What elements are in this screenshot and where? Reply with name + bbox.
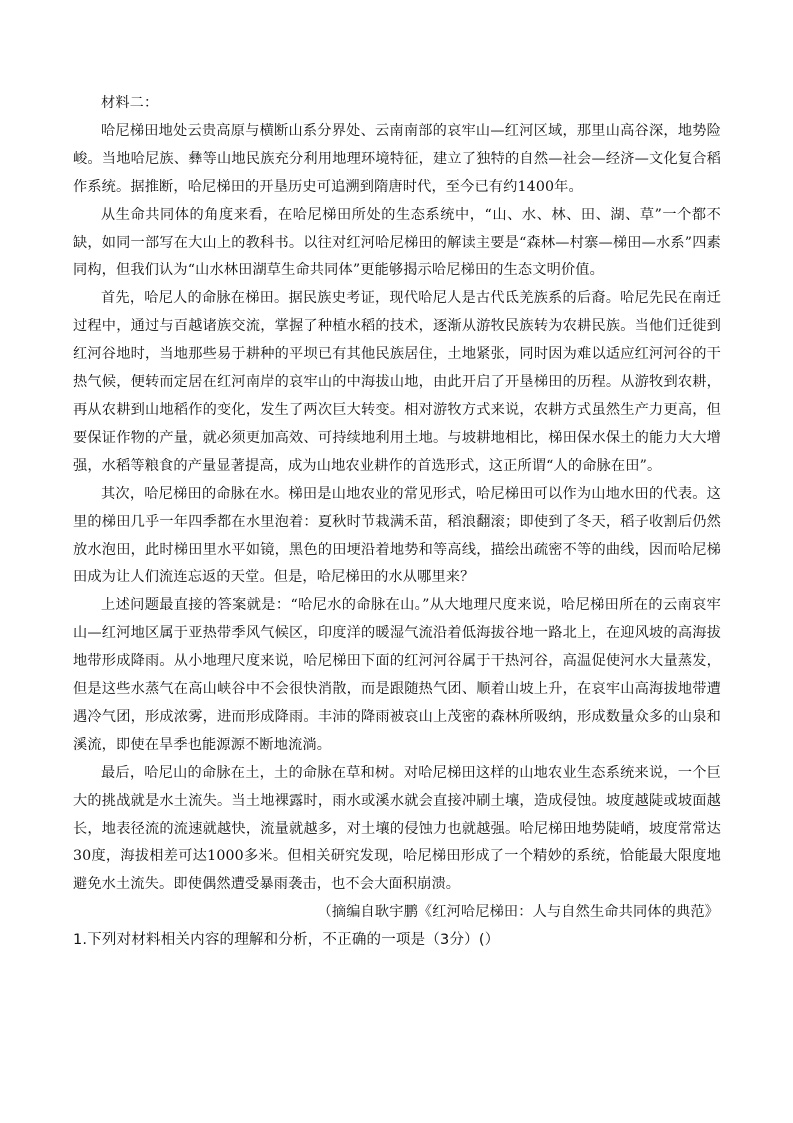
paragraph-4: 其次，哈尼梯田的命脉在水。梯田是山地农业的常见形式，哈尼梯田可以作为山地水田的代表。这里的梯田几乎一年四季都在水里泡着：夏秋时节栽满禾苗，稻浪翻滚；即使到了冬天，稻子收割后仍然放水泡田，此时梯田里水平如镜，黑色的田埂沿着地势和等高线，描绘出疏密不等的曲线，因而哈尼梯田成为让人们流连忘返的天堂。但是，哈尼梯田的水从哪里来？ [73,485,721,586]
source-citation: （摘编自耿宇鹏《红河哈尼梯田：人与自然生命共同体的典范》 [317,904,719,921]
paragraph-3: 首先，哈尼人的命脉在梯田。据民族史考证，现代哈尼人是古代氐羌族系的后裔。哈尼先民在南迁过程中，通过与百越诸族交流，掌握了种植水稻的技术，逐渐从游牧民族转为农耕民族。当他们迁徙到红河谷地时，当地那些易于耕种的平坝已有其他民族居住，土地紧张，同时因为难以适应红河河谷的干热气候，便转而定居在红河南岸的哀牢山的中海拔山地，由此开启了开垦梯田的历程。从游牧到农耕，再从农耕到山地稻作的变化，发生了两次巨大转变。相对游牧方式来说，农耕方式虽然生产力更高，但要保证作物的产量，就必须更加高效、可持续地利用土地。与坡耕地相比，梯田保水保土的能力大大增强，水稻等粮食的产量显著提高，成为山地农业耕作的首选形式，这正所谓“人的命脉在田”。 [73,290,721,474]
article-body [73,90,721,955]
paragraph-2: 从生命共同体的角度来看，在哈尼梯田所处的生态系统中，“山、水、林、田、湖、草”一个都不缺，如同一部写在大山上的教科书。以往对红河哈尼梯田的解读主要是“森林—村寨—梯田—水系”四素同构，但我们认为“山水林田湖草生命共同体”更能够揭示哈尼梯田的生态文明价值。 [73,206,721,279]
section-heading: 材料二： [101,95,159,111]
paragraph-1: 哈尼梯田地处云贵高原与横断山系分界处、云南南部的哀牢山—红河区域，那里山高谷深，地势险峻。当地哈尼族、彝等山地民族充分利用地理环境特征，建立了独特的自然—社会—经济—文化复合稻作系统。据推断，哈尼梯田的开垦历史可追溯到隋唐时代，至今已有约1400年。 [73,122,721,195]
paragraph-6: 最后，哈尼山的命脉在土，土的命脉在草和树。对哈尼梯田这样的山地农业生态系统来说，一个巨大的挑战就是水土流失。当土地裸露时，雨水或溪水就会直接冲刷土壤，造成侵蚀。坡度越陡或坡面越长，地表径流的流速就越快，流量就越多，对土壤的侵蚀力也就越强。哈尼梯田地势陡峭，坡度常常达30度，海拔相差可达1000多米。但相关研究发现，哈尼梯田形成了一个精妙的系统，恰能最大限度地避免水土流失。即使偶然遭受暴雨袭击，也不会大面积崩溃。 [73,764,721,893]
question-1: 1.下列对材料相关内容的理解和分析，不正确的一项是（3分）(） [73,932,500,949]
paragraph-5: 上述问题最直接的答案就是：“哈尼水的命脉在山。”从大地理尺度来说，哈尼梯田所在的云南哀牢山—红河地区属于亚热带季风气候区，印度洋的暖湿气流沿着低海拔谷地一路北上，在迎风坡的高海拔地带形成降雨。从小地理尺度来说，哈尼梯田下面的红河河谷属于干热河谷，高温促使河水大量蒸发，但是这些水蒸气在高山峡谷中不会很快消散，而是跟随热气团、顺着山坡上升，在哀牢山高海拔地带遭遇冷气团，形成浓雾，进而形成降雨。丰沛的降雨被哀山上茂密的森林所吸纳，形成数量众多的山泉和溪流，即使在旱季也能源源不断地流淌。 [73,597,721,753]
